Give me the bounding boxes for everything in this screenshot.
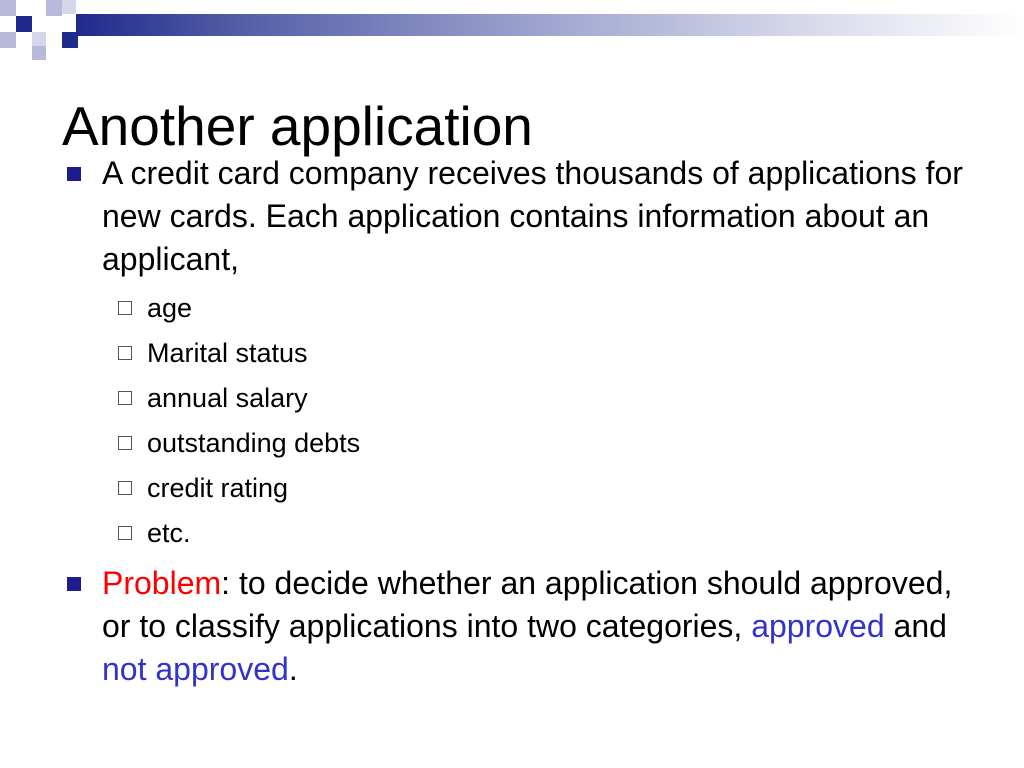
bullet-period: . [288,651,298,687]
decorative-square [46,0,62,16]
hollow-square-bullet-icon [118,436,132,450]
approved-term: approved [751,608,885,644]
sub-bullet-text: annual salary [147,383,308,413]
sub-bullet-text: Marital status [147,338,308,368]
decorative-square [62,0,76,14]
sub-bullet-text: outstanding debts [147,428,361,458]
hollow-square-bullet-icon [118,346,132,360]
sub-bullet-item [147,517,191,549]
decorative-square [32,32,46,46]
bullet-item [102,152,982,281]
sub-bullet-item [147,427,360,459]
sub-bullet-item [147,337,308,369]
square-bullet-icon [67,167,81,181]
title-gradient-bar [76,14,1024,36]
hollow-square-bullet-icon [118,301,132,315]
bullet-text: : to decide whether an application should approved, or to classify applications into two categories, [102,565,953,644]
decorative-square [16,16,32,32]
sub-bullet-item [147,472,288,504]
problem-label: Problem [102,565,222,601]
sub-bullet-item [147,292,192,324]
not-approved-term: not approved [102,651,289,687]
decorative-square [0,0,16,16]
square-bullet-icon [67,577,81,591]
hollow-square-bullet-icon [118,526,132,540]
decorative-square [0,32,16,48]
bullet-text-connector: and [884,608,947,644]
slide-title: Another application [62,95,533,157]
hollow-square-bullet-icon [118,391,132,405]
decorative-square [32,46,46,60]
bullet-item [102,562,982,691]
sub-bullet-text: age [147,293,193,323]
bullet-text: A credit card company receives thousands of applications for new cards. Each application contains information about an applicant, [102,155,963,277]
hollow-square-bullet-icon [118,481,132,495]
sub-bullet-text: credit rating [147,473,289,503]
sub-bullet-item [147,382,308,414]
sub-bullet-text: etc. [147,518,191,548]
